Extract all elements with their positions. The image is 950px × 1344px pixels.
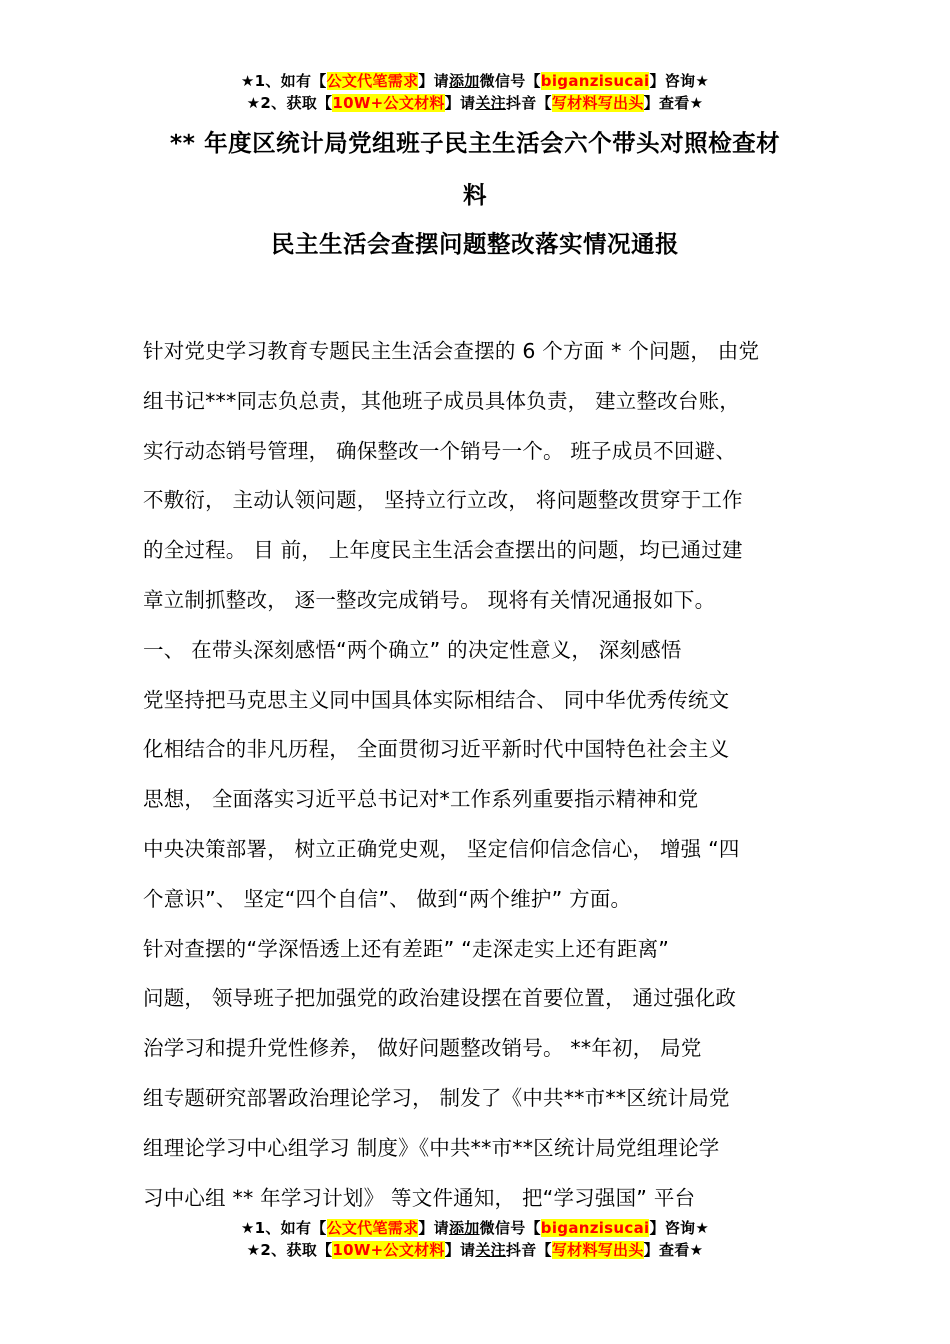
body-line: 个意识”、 坚定“四个自信”、 做到“两个维护” 方面。: [143, 886, 632, 911]
promo-text: 】查看★: [643, 1241, 704, 1259]
promo-text: 】咨询★: [649, 72, 710, 90]
promo-text: ★1、如有【: [240, 72, 327, 90]
promo-text: ★2、获取【: [246, 94, 333, 112]
promo-text: 】请: [418, 1219, 449, 1237]
promo-highlight: biganzisucai: [540, 1219, 650, 1237]
promo-text: 】请: [444, 94, 476, 112]
promo-text: ★2、获取【: [246, 1241, 333, 1259]
document-subtitle: 民主生活会查摆问题整改落实情况通报: [271, 230, 679, 258]
body-line: 组专题研究部署政治理论学习， 制发了《中共**市**区统计局党: [143, 1085, 730, 1110]
body-line: 不敷衍， 主动认领问题， 坚持立行立改， 将问题整改贯穿于工作: [143, 488, 743, 513]
promo-banner-top: [0, 70, 950, 114]
promo-underline: 添加: [448, 1219, 480, 1237]
body-line: 组理论学习中心组学习 制度》《中共**市**区统计局党组理论学: [143, 1135, 720, 1160]
promo-text: 】咨询★: [649, 1219, 710, 1237]
body-line: 中央决策部署， 树立正确党史观， 坚定信仰信念信心， 增强 “四: [143, 836, 740, 861]
promo-underline: 关注: [475, 1241, 506, 1259]
promo-text: 抖音【: [505, 94, 552, 112]
promo-underline: 关注: [475, 94, 506, 112]
body-line: 针对查摆的“学深悟透上还有差距” “走深走实上还有距离”: [143, 936, 670, 961]
promo-text: 】查看★: [643, 94, 704, 112]
promo-text: 微信号【: [479, 1219, 541, 1237]
document-body: [143, 327, 813, 1223]
section-heading: 一、 在带头深刻感悟“两个确立” 的决定性意义， 深刻感悟: [143, 637, 682, 662]
promo-highlight: 公文代笔需求: [326, 72, 419, 90]
body-line: 习中心组 ** 年学习计划》 等文件通知， 把“学习强国” 平台: [143, 1185, 696, 1210]
document-title: ** 年度区统计局党组班子民主生活会六个带头对照检查材: [169, 129, 781, 157]
body-line: 实行动态销号管理， 确保整改一个销号一个。 班子成员不回避、: [143, 438, 737, 463]
promo-line-2: [0, 92, 950, 114]
promo-highlight: 10W+公文材料: [332, 94, 445, 112]
body-line: 的全过程。 目 前， 上年度民主生活会查摆出的问题，均已通过建: [143, 538, 743, 563]
body-line: 治学习和提升党性修养， 做好问题整改销号。 **年初， 局党: [143, 1036, 702, 1061]
promo-highlight: 写材料写出头: [551, 94, 644, 112]
document-title-continued: 料: [463, 181, 487, 209]
promo-highlight: 写材料写出头: [551, 1241, 644, 1259]
promo-underline: 添加: [448, 72, 480, 90]
promo-text: 】请: [418, 72, 449, 90]
promo-line-1: [0, 70, 950, 92]
body-line: 化相结合的非凡历程， 全面贯彻习近平新时代中国特色社会主义: [143, 737, 730, 762]
body-line: 党坚持把马克思主义同中国具体实际相结合、 同中华优秀传统文: [143, 687, 730, 712]
body-line: 组书记***同志负总责，其他班子成员具体负责， 建立整改台账，: [143, 388, 740, 413]
promo-text: 微信号【: [479, 72, 541, 90]
promo-text: 抖音【: [505, 1241, 552, 1259]
promo-highlight: biganzisucai: [540, 72, 650, 90]
promo-line-1: [0, 1217, 950, 1239]
body-line: 思想， 全面落实习近平总书记对*工作系列重要指示精神和党: [143, 787, 699, 812]
body-line: 问题， 领导班子把加强党的政治建设摆在首要位置， 通过强化政: [143, 986, 737, 1011]
body-line: 针对党史学习教育专题民主生活会查摆的 6 个方面 * 个问题， 由党: [143, 339, 760, 363]
promo-line-2: [0, 1239, 950, 1261]
body-line: 章立制抓整改， 逐一整改完成销号。 现将有关情况通报如下。: [143, 587, 716, 612]
promo-highlight: 10W+公文材料: [332, 1241, 445, 1259]
promo-text: 】请: [444, 1241, 476, 1259]
promo-text: ★1、如有【: [240, 1219, 327, 1237]
promo-banner-bottom: [0, 1217, 950, 1261]
promo-highlight: 公文代笔需求: [326, 1219, 419, 1237]
